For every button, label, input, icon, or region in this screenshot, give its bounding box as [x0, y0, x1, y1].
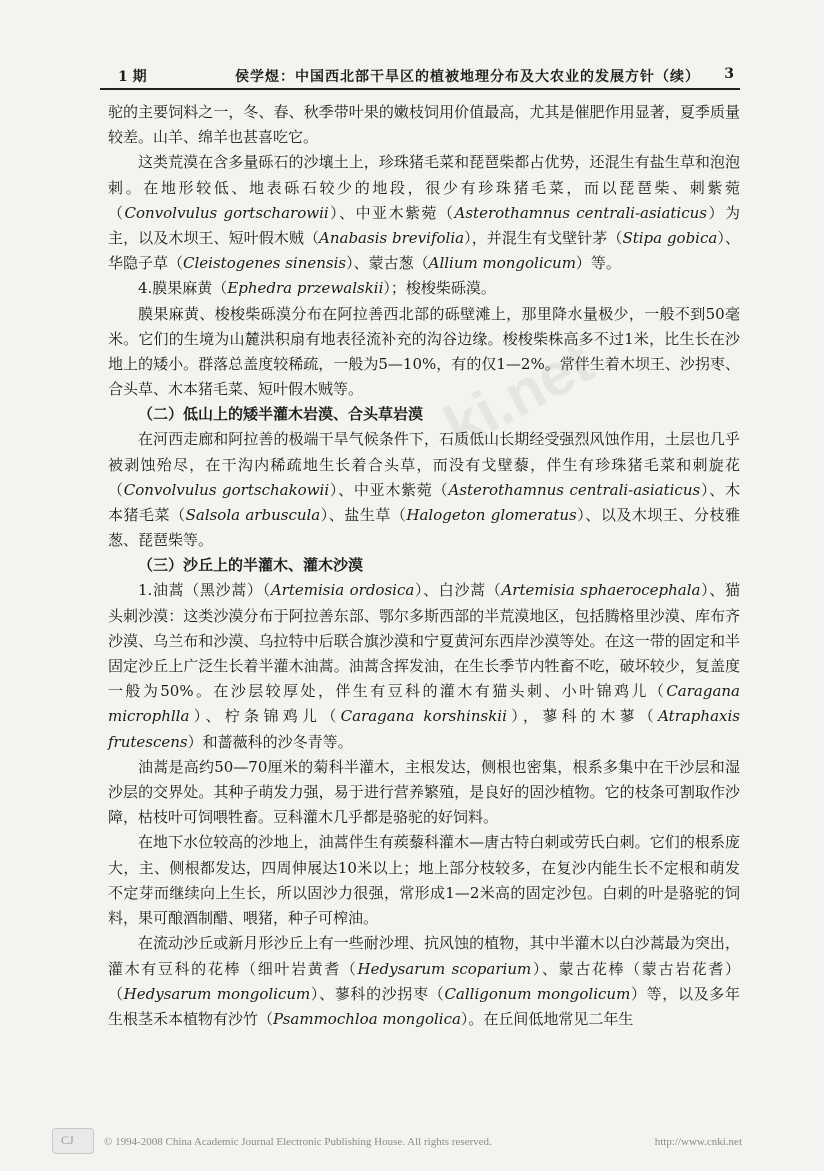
- copyright-notice: © 1994-2008 China Academic Journal Electronic Publishing House. All rights reserved.: [104, 1136, 492, 1148]
- publisher-logo-icon: [52, 1128, 94, 1154]
- footer: [52, 1128, 772, 1168]
- paragraph: 在河西走廊和阿拉善的极端干旱气候条件下，石质低山长期经受强烈风蚀作用，土层也几乎被剥蚀殆尽，在干沟内稀疏地生长着合头草，而没有戈壁藜，伴生有珍珠猪毛菜和刺旋花（Convolvulus gortschakowii）、中亚木紫菀（Asterothamnus centrali-asiaticus）、木本猪毛菜（Salsola arbuscula）、盐生草（Halogeton glomeratus）、以及木坝王、分枝雅葱、琵琶柴等。: [108, 430, 740, 550]
- footer-link[interactable]: http://www.cnki.net: [654, 1136, 742, 1148]
- paragraph: 1.油蒿（黑沙蒿）（Artemisia ordosica）、白沙蒿（Artemisia sphaerocephala）、猫头刺沙漠：这类沙漠分布于阿拉善东部、鄂尔多斯西部的半荒漠地区，包括腾格里沙漠、库布齐沙漠、乌兰布和沙漠、乌拉特中后联合旗沙漠和宁夏黄河东西岸沙漠等处。在这一带的固定和半固定沙丘上广泛生长着半灌木油蒿。油蒿含挥发油，在生长季节内牲畜不吃，破坏较少，复盖度一般为50%。在沙层较厚处，伴生有豆科的灌木有猫头刺、小叶锦鸡儿（Caragana microphlla）、柠条锦鸡儿（Caragana korshinskii），蓼科的木蓼（Atraphaxis frutescens）和蔷薇科的沙冬青等。: [108, 581, 740, 751]
- paragraph: 4.膜果麻黄（Ephedra przewalskii）；梭梭柴砾漠。: [138, 279, 496, 298]
- article-body: [108, 100, 740, 1032]
- issue-label: 1 期: [118, 69, 147, 85]
- paragraph: 膜果麻黄、梭梭柴砾漠分布在阿拉善西北部的砾壁滩上，那里降水量极少，一般不到50毫米。它们的生境为山麓洪积扇有地表径流补充的沟谷边缘。梭梭柴株高多不过1米，比生长在沙地上的矮小。群落总盖度较稀疏，一般为5—10%，有的仅1—2%。常伴生着木坝王、沙拐枣、合头草、木本猪毛菜、短叶假木贼等。: [108, 304, 740, 399]
- paragraph: 油蒿是高约50—70厘米的菊科半灌木，主根发达，侧根也密集，根系多集中在干沙层和湿沙层的交界处。其种子萌发力强，易于进行营养繁殖，是良好的固沙植物。它的枝条可割取作沙障，枯枝叶可饲喂牲畜。豆科灌木几乎都是骆驼的好饲料。: [108, 757, 740, 827]
- paragraph: 这类荒漠在含多量砾石的沙壤土上，珍珠猪毛菜和琵琶柴都占优势，还混生有盐生草和泡泡刺。在地形较低、地表砾石较少的地段，很少有珍珠猪毛菜，而以琵琶柴、刺紫菀（Convolvulus gortscharowii）、中亚木紫菀（Asterothamnus centrali-asiaticus）为主，以及木坝王、短叶假木贼（Anabasis brevifolia），并混生有戈壁针茅（Stipa gobica）、华隐子草（Cleistogenes sinensis）、蒙古葱（Allium mongolicum）等。: [108, 153, 740, 273]
- running-header: [100, 62, 740, 90]
- section-heading: （三）沙丘上的半灌木、灌木沙漠: [138, 556, 364, 575]
- logo-text: CJ: [61, 1133, 74, 1147]
- paragraph: 驼的主要饲料之一，冬、春、秋季带叶果的嫩枝饲用价值最高，尤其是催肥作用显著，夏季质量较差。山羊、绵羊也甚喜吃它。: [108, 103, 740, 147]
- paragraph: 在流动沙丘或新月形沙丘上有一些耐沙埋、抗风蚀的植物，其中半灌木以白沙蒿最为突出，灌木有豆科的花棒（细叶岩黄耆（Hedysarum scoparium）、蒙古花棒（蒙古岩花耆）（Hedysarum mongolicum）、蓼科的沙拐枣（Calligonum mongolicum）等，以及多年生根茎禾本植物有沙竹（Psammochloa mongolica）。在丘间低地常见二年生: [108, 934, 740, 1028]
- section-heading: （二）低山上的矮半灌木岩漠、合头草岩漠: [138, 405, 424, 424]
- running-title: 侯学煜：中国西北部干旱区的植被地理分布及大农业的发展方针（续）: [235, 69, 700, 85]
- page-number: 3: [724, 66, 734, 82]
- paragraph: 在地下水位较高的沙地上，油蒿伴生有蒺藜科灌木—唐古特白刺或劳氏白刺。它们的根系庞大，主、侧根都发达，四周伸展达10米以上；地上部分枝较多，在复沙内能生长不定根和萌发不定芽而继续向上生长，所以固沙力很强，常形成1—2米高的固定沙包。白刺的叶是骆驼的饲料，果可酿酒制醋、喂猪，种子可榨油。: [108, 833, 740, 928]
- watermark: ki.net: [433, 328, 604, 461]
